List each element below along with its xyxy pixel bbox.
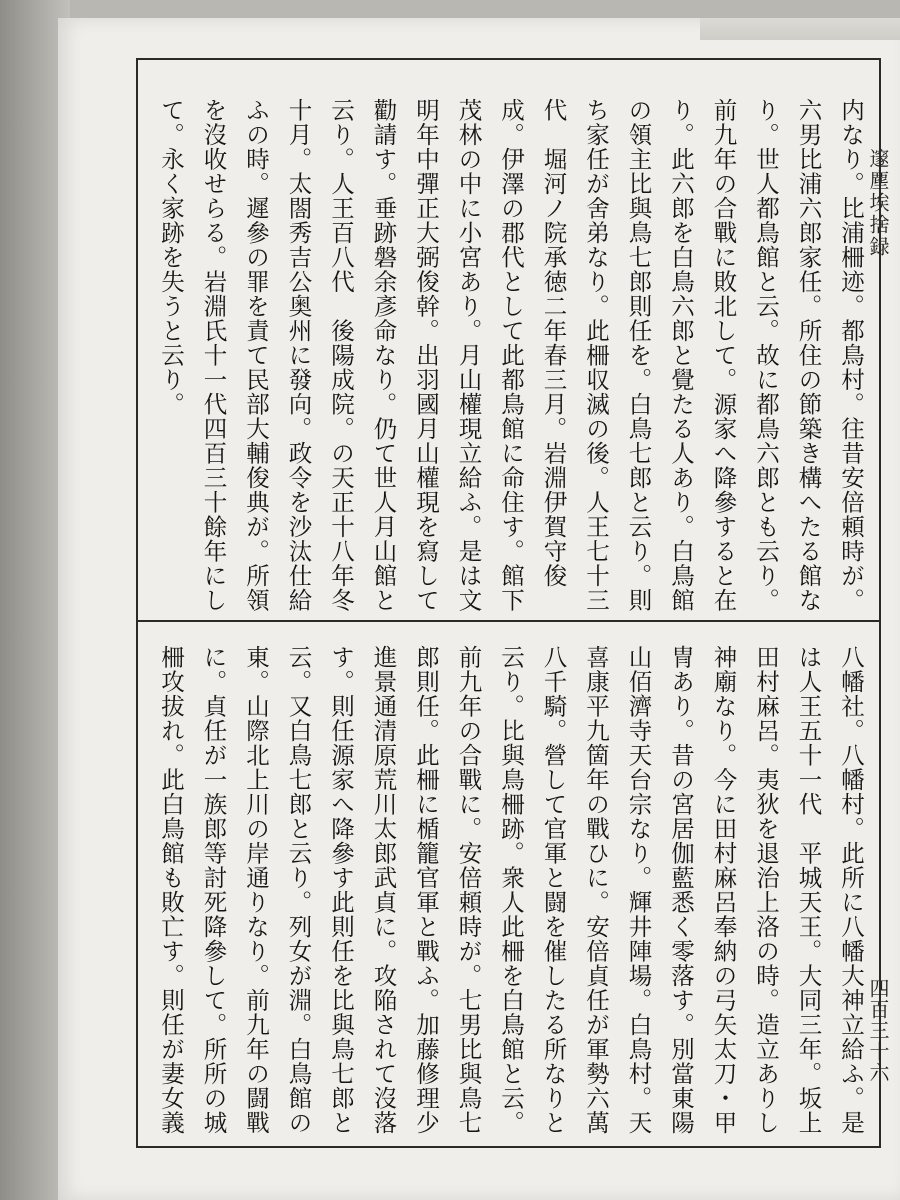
section-divider: [138, 620, 879, 622]
page-corner: [700, 18, 900, 40]
text-frame: [136, 58, 881, 1148]
book-page: [58, 18, 900, 1200]
lower-text-section: [144, 645, 872, 1135]
page-number: 四百三十六: [866, 978, 890, 1083]
running-title: 邃塵埃捨録: [866, 148, 890, 258]
upper-text-body: 内なり。比浦柵迹。都鳥村。往昔安倍頼時が。六男比浦六郎家任。所住の節築き構へたる館なり。世人都鳥館と云。故に都鳥六郎とも云り。前九年の合戰に敗北して。源家へ降參すると在り。此六郎を白鳥六郎と覺たる人あり。白鳥館の領主比與鳥七郎則任を。白鳥七郎と云り。則ち家任が舍弟なり。此柵収滅の後。人王七十三代 堀河ノ院承徳二年春三月。岩淵伊賀守俊成。伊澤の郡代として此都鳥館に命住す。館下茂林の中に小宮あり。月山權現立給ふ。是は文明年中彈正大弼俊幹。出羽國月山權現を寫して勸請す。垂跡磐余彥命なり。仍て世人月山館と云り。人王百八代 後陽成院。の天正十八年冬十月。太閤秀吉公奥州に發向。政令を沙汰仕給ふの時。遲參の罪を責て民部大輔俊典が。所領を沒收せらる。岩淵氏十一代四百三十餘年にして。永く家跡を失うと云り。: [157, 98, 865, 613]
lower-text-body: 八幡社。八幡村。此所に八幡大神立給ふ。是は人王五十一代 平城天王。大同三年。坂上田村麻呂。夷狄を退治上洛の時。造立ありし神廟なり。今に田村麻呂奉納の弓矢太刀・甲冑あり。昔の宮居伽藍悉く零落す。別當東陽山佰濟寺天台宗なり。輝井陣場。白鳥村。天喜康平九箇年の戰ひに。安倍貞任が軍勢六萬八千騎。營して官軍と闘を催したる所なりと云り。比與鳥柵跡。衆人此柵を白鳥館と云。前九年の合戰に。安倍頼時が。七男比與鳥七郎則任。此柵に楯籠官軍と戰ふ。加藤修理少進景通清原荒川太郎武貞に。攻陥されて沒落す。則任源家へ降參す此則任を比與鳥七郎と云。又白鳥七郎と云り。列女が淵。白鳥館の東。山際北上川の岸通りなり。前九年の闘戰に。貞任が一族郎等討死降參して。所所の城柵攻拔れ。此白鳥館も敗亡す。則任が妻女義: [157, 645, 865, 1135]
upper-text-section: [144, 98, 872, 618]
